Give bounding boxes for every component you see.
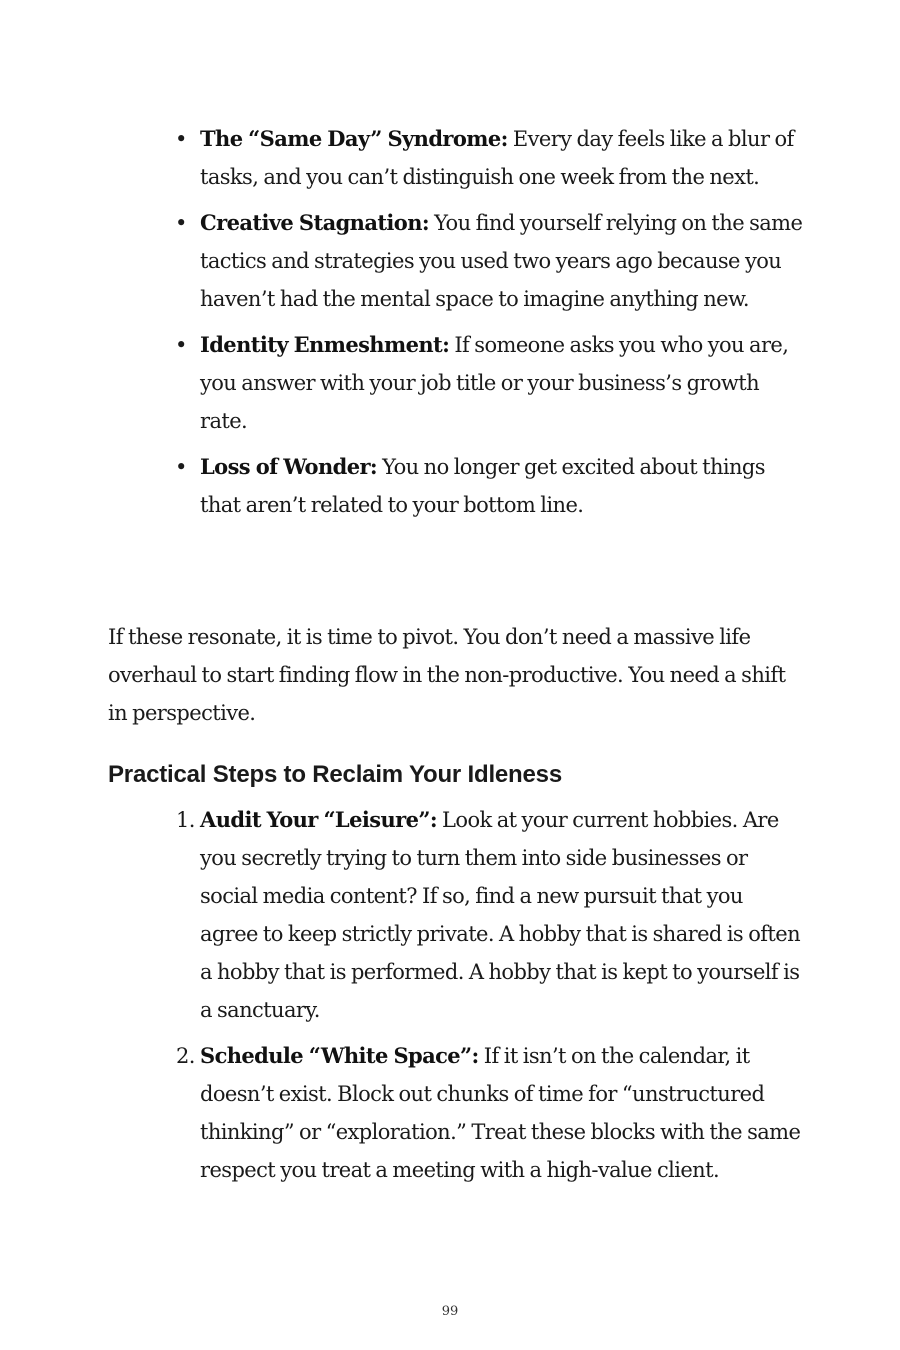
body-paragraph: If these resonate, it is time to pivot. You don’t need a massive life overhaul to start finding flow in the non-productive. You need a shift in perspective.: [108, 625, 786, 725]
step-item-schedule-white-space: [176, 1037, 805, 1189]
page-number: 99: [441, 1304, 459, 1319]
step-number: 1.: [176, 808, 195, 832]
symptom-bullet-list: [175, 120, 805, 532]
bullet-term: Loss of Wonder:: [200, 454, 378, 479]
bullet-item-creative-stagnation: [175, 204, 805, 318]
steps-numbered-list: [176, 801, 805, 1197]
bullet-text: You find yourself relying on the same tactics and strategies you used two years ago because you haven’t had the mental space to imagine anything new.: [200, 211, 803, 311]
bullet-term: Creative Stagnation:: [200, 210, 430, 235]
bullet-term: Identity Enmeshment:: [200, 332, 450, 357]
bullet-text: If someone asks you who you are, you answer with your job title or your business’s growth rate.: [200, 333, 789, 433]
step-term: Schedule “White Space”:: [200, 1043, 479, 1068]
step-number: 2.: [176, 1044, 195, 1068]
bullet-marker: •: [175, 127, 187, 151]
bullet-marker: •: [175, 211, 187, 235]
bullet-term: The “Same Day” Syndrome:: [200, 126, 508, 151]
bullet-item-same-day-syndrome: [175, 120, 805, 196]
bullet-text: Every day feels like a blur of tasks, and you can’t distinguish one week from the next.: [200, 127, 794, 189]
step-text: Look at your current hobbies. Are you secretly trying to turn them into side businesses or social media content? If so, find a new pursuit that you agree to keep strictly private. A hobby that is shared is often a hobby that is performed. A hobby that is kept to yourself is a sanctuary.: [200, 808, 800, 1022]
step-item-audit-leisure: [176, 801, 805, 1029]
bullet-item-loss-of-wonder: [175, 448, 805, 524]
bullet-item-identity-enmeshment: [175, 326, 805, 440]
step-term: Audit Your “Leisure”:: [200, 807, 437, 832]
bullet-text: You no longer get excited about things that aren’t related to your bottom line.: [200, 455, 765, 517]
bullet-marker: •: [175, 455, 187, 479]
section-heading: Practical Steps to Reclaim Your Idleness: [108, 761, 562, 788]
step-text: If it isn’t on the calendar, it doesn’t exist. Block out chunks of time for “unstructured thinking” or “exploration.” Treat these blocks with the same respect you treat a meeting with a high-value client.: [200, 1044, 801, 1182]
bullet-marker: •: [175, 333, 187, 357]
